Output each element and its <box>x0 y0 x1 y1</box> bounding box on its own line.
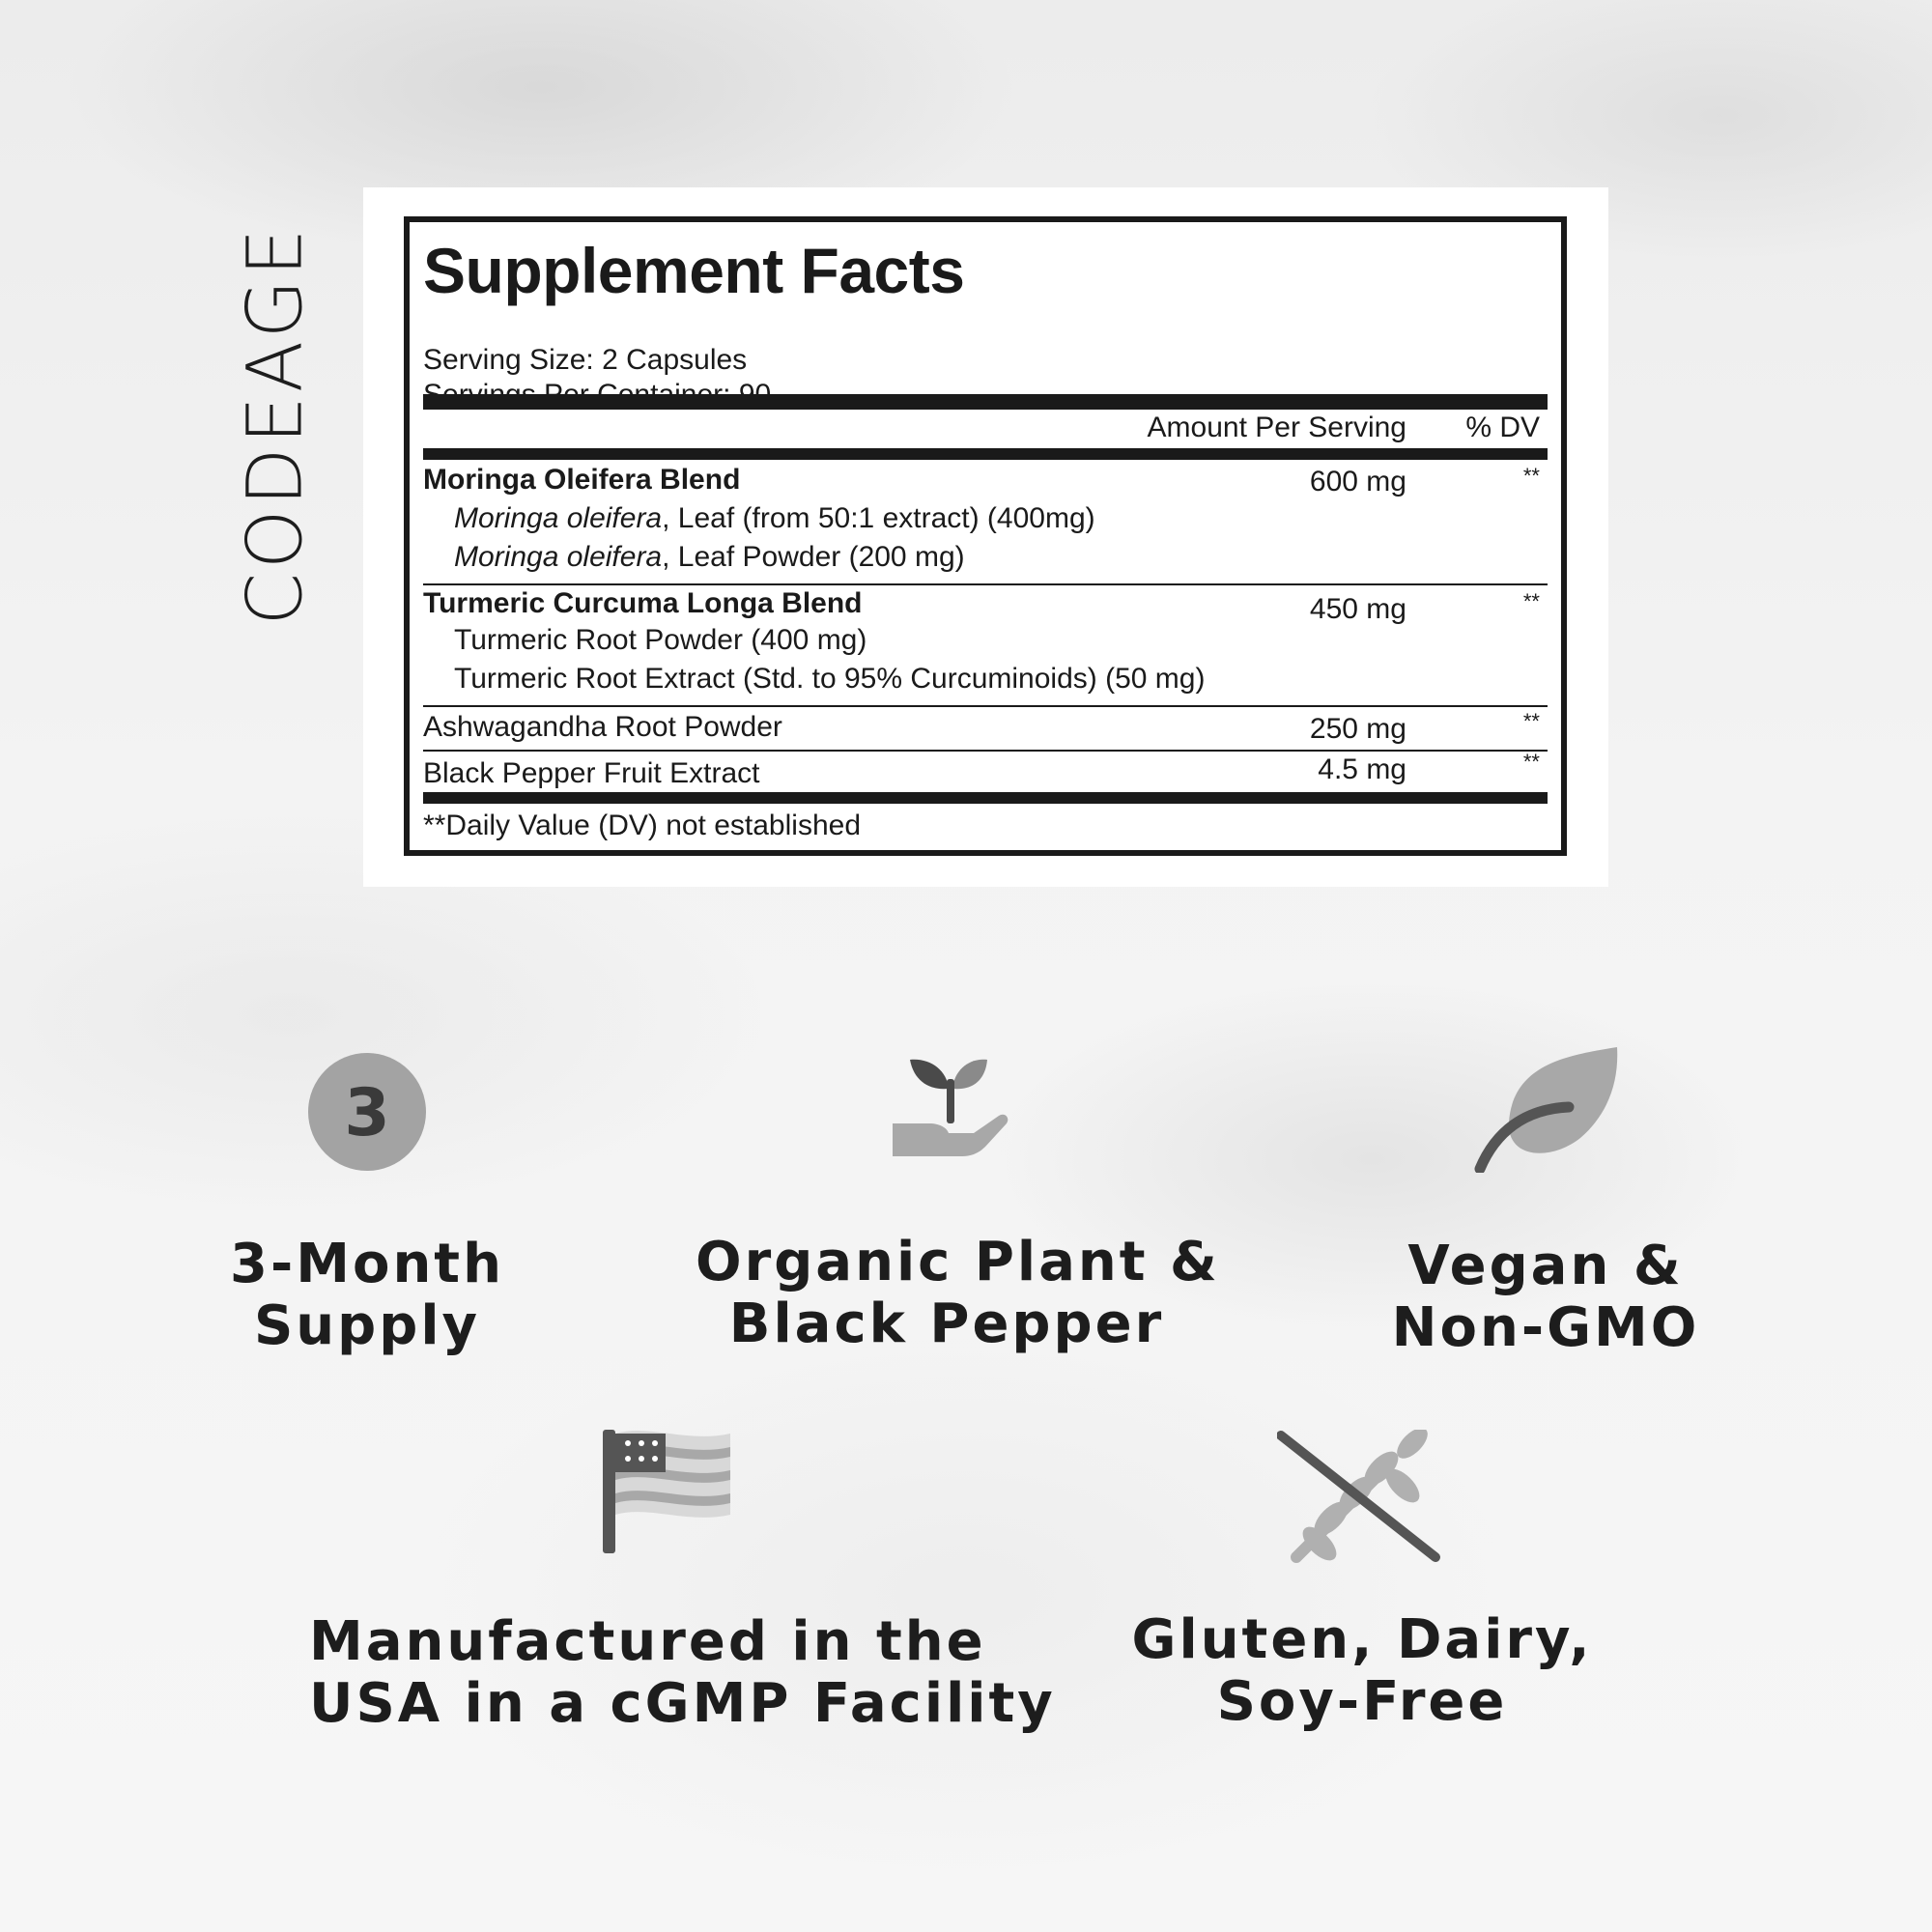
ingredient-amount: 600 mg <box>1309 466 1406 497</box>
supplement-facts-card <box>363 187 1608 887</box>
ingredient-name: Moringa Oleifera Blend <box>423 464 741 496</box>
usa-flag-icon <box>601 1428 732 1555</box>
ingredient-dv: ** <box>1522 750 1540 774</box>
feature-vegan-non-gmo <box>1372 1236 1719 1359</box>
divider-thick <box>423 448 1548 460</box>
divider-thick <box>423 394 1548 410</box>
sub-ingredient-detail: , Leaf Powder (200 mg) <box>662 541 965 573</box>
serving-size: Serving Size: 2 Capsules <box>423 344 748 376</box>
ingredient-amount: 250 mg <box>1309 713 1406 745</box>
sub-ingredient: Turmeric Root Extract (Std. to 95% Curcuminoids) (50 mg) <box>454 663 1206 695</box>
feature-line: Vegan & <box>1407 1235 1684 1297</box>
sub-ingredient <box>454 502 1095 535</box>
ingredient-name: Turmeric Curcuma Longa Blend <box>423 587 863 619</box>
sub-ingredient-detail: , Leaf (from 50:1 extract) (400mg) <box>662 502 1095 534</box>
ingredient-name: Ashwagandha Root Powder <box>423 711 782 743</box>
header-dv: % DV <box>1465 412 1540 443</box>
ingredient-amount: 450 mg <box>1309 593 1406 625</box>
ingredient-name: Black Pepper Fruit Extract <box>423 757 760 789</box>
sub-ingredient-species: Moringa oleifera <box>454 502 663 534</box>
facts-title: Supplement Facts <box>423 235 965 306</box>
supplement-facts-panel <box>404 216 1567 856</box>
ingredient-amount: 4.5 mg <box>1318 753 1406 785</box>
leaf-icon <box>1474 1045 1619 1173</box>
number-3-text: 3 <box>344 1075 390 1151</box>
footnote: **Daily Value (DV) not established <box>423 810 862 841</box>
ingredient-dv: ** <box>1522 709 1540 733</box>
feature-line: Supply <box>253 1294 481 1357</box>
feature-line: Black Pepper <box>728 1293 1165 1355</box>
sub-ingredient: Turmeric Root Powder (400 mg) <box>454 624 867 656</box>
feature-line: Manufactured in the <box>309 1610 986 1673</box>
feature-organic-plant <box>696 1231 1220 1355</box>
sprout-hand-icon <box>891 1056 1010 1164</box>
ingredient-dv: ** <box>1522 464 1540 488</box>
feature-3-month-supply <box>193 1234 541 1357</box>
ingredient-dv: ** <box>1522 589 1540 613</box>
divider-thick <box>423 792 1548 804</box>
feature-line: Soy-Free <box>1216 1670 1508 1733</box>
divider-thin <box>423 583 1548 585</box>
sub-ingredient <box>454 541 965 574</box>
number-3-icon <box>307 1052 427 1172</box>
brand-name: CODEAGE <box>232 224 320 626</box>
feature-line: USA in a cGMP Facility <box>309 1672 1056 1735</box>
brand-logo <box>232 203 320 647</box>
divider-thin <box>423 750 1548 752</box>
divider-thin <box>423 705 1548 707</box>
no-wheat-icon <box>1277 1430 1441 1565</box>
feature-line: Non-GMO <box>1391 1296 1700 1359</box>
feature-made-in-usa <box>309 1610 1056 1735</box>
sub-ingredient-species: Moringa oleifera <box>454 541 663 573</box>
feature-line: Organic Plant & <box>696 1231 1220 1293</box>
feature-line: Gluten, Dairy, <box>1131 1608 1593 1671</box>
feature-line: 3-Month <box>230 1233 504 1295</box>
header-amount: Amount Per Serving <box>1147 412 1406 443</box>
feature-allergen-free <box>1092 1609 1633 1733</box>
